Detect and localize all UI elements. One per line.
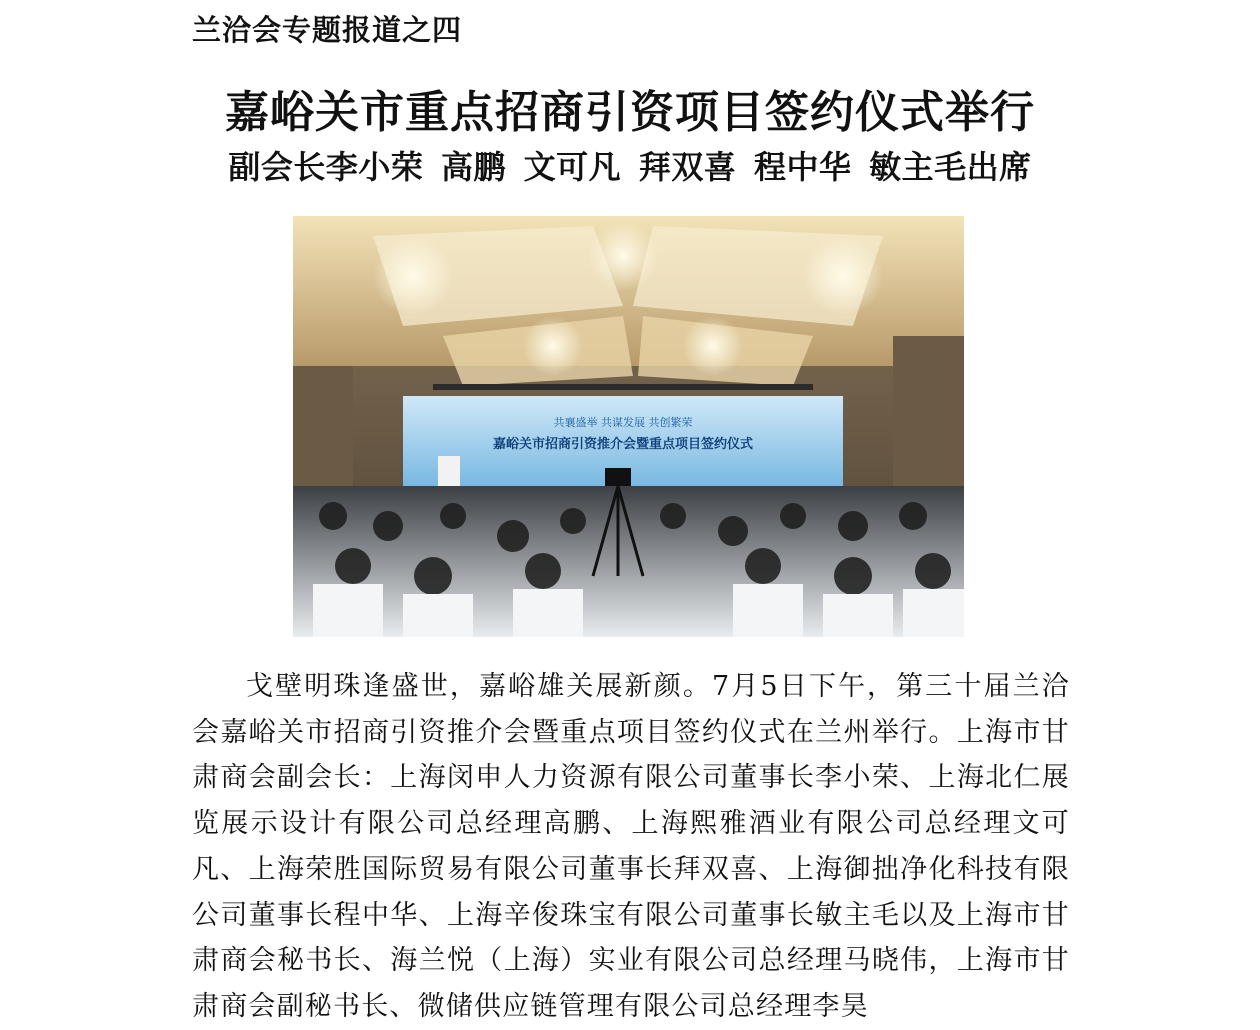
section-kicker: 兰洽会专题报道之四 [192,13,463,47]
article-body: 戈壁明珠逢盛世，嘉峪雄关展新颜。7月5日下午，第三十届兰洽会嘉峪关市招商引资推介会暨重点项目签约仪式在兰州举行。上海市甘肃商会副会长：上海闵申人力资源有限公司董事长李小荣、上海北仁展览展示设计有限公司总经理高鹏、上海熙雅酒业有限公司总经理文可凡、上海荣胜国际贸易有限公司董事长拜双喜、上海御拙净化科技有限公司董事长程中华、上海辛俊珠宝有限公司董事长敏主毛以及上海市甘肃商会秘书长、海兰悦（上海）实业有限公司总经理马晓伟，上海市甘肃商会副秘书长、微储供应链管理有限公司总经理李昊 [192,671,1070,1022]
screen-slogan: 共襄盛举 共谋发展 共创繁荣 [553,416,693,429]
lighting-truss [433,384,813,390]
article-subtitle: 副会长李小荣 高鹏 文可凡 拜双喜 程中华 敏主毛出席 [228,148,1032,186]
article-title: 嘉峪关市重点招商引资项目签约仪式举行 [225,87,1035,138]
event-photo [293,216,964,637]
screen-title: 嘉峪关市招商引资推介会暨重点项目签约仪式 [492,437,754,452]
